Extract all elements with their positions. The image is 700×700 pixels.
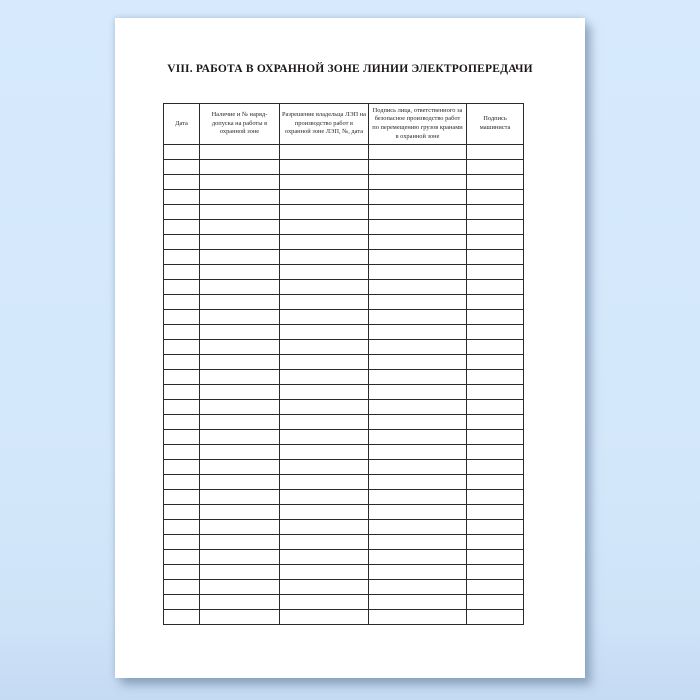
table-cell (280, 325, 369, 340)
table-row (164, 565, 524, 580)
table-cell (369, 430, 467, 445)
table-cell (200, 190, 280, 205)
table-cell (164, 145, 200, 160)
table-cell (467, 475, 524, 490)
table-cell (369, 415, 467, 430)
table-cell (467, 460, 524, 475)
table-cell (467, 520, 524, 535)
table-row (164, 265, 524, 280)
table-row (164, 505, 524, 520)
table-cell (467, 550, 524, 565)
table-cell (164, 265, 200, 280)
table-cell (369, 385, 467, 400)
table-cell (280, 430, 369, 445)
table-cell (467, 160, 524, 175)
table-cell (369, 505, 467, 520)
table-cell (280, 370, 369, 385)
table-cell (164, 190, 200, 205)
table-body (164, 145, 524, 625)
table-cell (369, 520, 467, 535)
table-cell (280, 505, 369, 520)
table-cell (164, 235, 200, 250)
table-cell (200, 325, 280, 340)
table-cell (280, 490, 369, 505)
table-cell (200, 280, 280, 295)
table-cell (164, 535, 200, 550)
table-row (164, 295, 524, 310)
table-cell (164, 505, 200, 520)
table-cell (467, 505, 524, 520)
table-cell (467, 205, 524, 220)
table-cell (164, 280, 200, 295)
table-cell (369, 475, 467, 490)
column-header-date: Дата (164, 104, 200, 145)
table-cell (280, 265, 369, 280)
table-cell (369, 550, 467, 565)
table-cell (200, 580, 280, 595)
table-row (164, 145, 524, 160)
table-cell (369, 250, 467, 265)
table-cell (280, 160, 369, 175)
table-cell (200, 415, 280, 430)
table-cell (200, 175, 280, 190)
table-cell (467, 595, 524, 610)
table-cell (280, 400, 369, 415)
table-cell (467, 610, 524, 625)
table-cell (200, 355, 280, 370)
table-cell (164, 550, 200, 565)
table-row (164, 280, 524, 295)
table-cell (467, 385, 524, 400)
table-row (164, 550, 524, 565)
table-row (164, 370, 524, 385)
table-cell (369, 265, 467, 280)
table-cell (369, 565, 467, 580)
table-row (164, 400, 524, 415)
table-cell (280, 310, 369, 325)
table-cell (369, 295, 467, 310)
table-cell (467, 535, 524, 550)
table-row (164, 340, 524, 355)
table-cell (280, 550, 369, 565)
table-row (164, 325, 524, 340)
table-cell (280, 565, 369, 580)
work-log-table (163, 103, 524, 625)
table-cell (200, 520, 280, 535)
table-cell (200, 340, 280, 355)
table-cell (369, 535, 467, 550)
table-cell (467, 310, 524, 325)
table-row (164, 535, 524, 550)
table-cell (369, 340, 467, 355)
table-cell (280, 595, 369, 610)
table-row (164, 190, 524, 205)
table-cell (280, 355, 369, 370)
table-cell (467, 265, 524, 280)
table-cell (200, 145, 280, 160)
table-cell (369, 220, 467, 235)
column-header-owner-permission: Разрешение владельца ЛЭП на производство работ в охранной зоне ЛЭП, №, дата (280, 104, 369, 145)
table-cell (200, 535, 280, 550)
column-header-permit: Наличие и № наряд-допуска на работы в охранной зоне (200, 104, 280, 145)
table-cell (467, 145, 524, 160)
table-cell (164, 220, 200, 235)
table-row (164, 160, 524, 175)
table-cell (164, 430, 200, 445)
table-row (164, 475, 524, 490)
table-cell (467, 325, 524, 340)
table-cell (369, 145, 467, 160)
table-cell (467, 580, 524, 595)
table-cell (200, 250, 280, 265)
table-cell (369, 160, 467, 175)
table-row (164, 430, 524, 445)
table-cell (200, 445, 280, 460)
table-cell (369, 460, 467, 475)
table-cell (280, 415, 369, 430)
table-cell (164, 250, 200, 265)
table-cell (164, 490, 200, 505)
table-row (164, 460, 524, 475)
table-cell (164, 400, 200, 415)
table-row (164, 490, 524, 505)
table-cell (200, 430, 280, 445)
table-cell (369, 235, 467, 250)
table-cell (200, 475, 280, 490)
table-cell (164, 355, 200, 370)
table-cell (164, 325, 200, 340)
table-cell (467, 400, 524, 415)
table-cell (200, 505, 280, 520)
table-cell (280, 220, 369, 235)
table-cell (280, 190, 369, 205)
table-row (164, 175, 524, 190)
table-cell (200, 205, 280, 220)
table-cell (200, 550, 280, 565)
table-cell (164, 610, 200, 625)
table-cell (369, 595, 467, 610)
table-cell (369, 370, 467, 385)
table-cell (467, 430, 524, 445)
table-cell (369, 175, 467, 190)
document-title: VIII. РАБОТА В ОХРАННОЙ ЗОНЕ ЛИНИИ ЭЛЕКТРОПЕРЕДАЧИ (167, 63, 533, 75)
table-cell (200, 295, 280, 310)
table-cell (164, 445, 200, 460)
table-cell (280, 175, 369, 190)
table-cell (467, 445, 524, 460)
table-row (164, 355, 524, 370)
table-row (164, 385, 524, 400)
table-cell (164, 460, 200, 475)
table-cell (280, 295, 369, 310)
table-cell (280, 445, 369, 460)
table-cell (280, 235, 369, 250)
table-row (164, 310, 524, 325)
table-cell (369, 355, 467, 370)
table-row (164, 220, 524, 235)
table-cell (200, 595, 280, 610)
table-cell (467, 175, 524, 190)
table-row (164, 250, 524, 265)
table-cell (467, 220, 524, 235)
paper-sheet (115, 18, 585, 678)
table-cell (164, 475, 200, 490)
column-header-operator-signature: Подпись машиниста (467, 104, 524, 145)
table-cell (200, 310, 280, 325)
table-cell (200, 565, 280, 580)
table-row (164, 595, 524, 610)
table-cell (369, 190, 467, 205)
table-row (164, 445, 524, 460)
table-cell (369, 610, 467, 625)
table-cell (369, 400, 467, 415)
table-cell (369, 490, 467, 505)
table-cell (200, 265, 280, 280)
table-cell (164, 370, 200, 385)
table-cell (280, 340, 369, 355)
table-cell (164, 415, 200, 430)
table-cell (164, 565, 200, 580)
table-cell (467, 190, 524, 205)
table-cell (200, 385, 280, 400)
table-cell (467, 565, 524, 580)
column-header-responsible-signature: Подпись лица, ответственного за безопасное производство работ по перемещению грузов кранами в охранной зоне (369, 104, 467, 145)
table-cell (200, 460, 280, 475)
table-cell (164, 160, 200, 175)
table-cell (280, 520, 369, 535)
table-cell (164, 520, 200, 535)
table-cell (200, 490, 280, 505)
table-cell (280, 475, 369, 490)
table-cell (369, 445, 467, 460)
table-cell (200, 610, 280, 625)
table-cell (280, 535, 369, 550)
table-cell (280, 385, 369, 400)
table-cell (200, 400, 280, 415)
table-cell (467, 280, 524, 295)
table-cell (200, 220, 280, 235)
table-row (164, 205, 524, 220)
table-cell (280, 280, 369, 295)
table-cell (467, 295, 524, 310)
table-row (164, 580, 524, 595)
table-cell (200, 160, 280, 175)
table-cell (467, 340, 524, 355)
table-cell (280, 610, 369, 625)
table-cell (280, 580, 369, 595)
table-cell (164, 385, 200, 400)
table-cell (467, 235, 524, 250)
table-cell (369, 280, 467, 295)
table-row (164, 610, 524, 625)
table-cell (467, 355, 524, 370)
table-header-row (164, 104, 524, 145)
table-cell (164, 205, 200, 220)
table-cell (164, 295, 200, 310)
table-row (164, 520, 524, 535)
table-cell (467, 490, 524, 505)
table-cell (467, 370, 524, 385)
table-cell (369, 310, 467, 325)
table-header (164, 104, 524, 145)
table-cell (280, 205, 369, 220)
table-cell (164, 340, 200, 355)
table-cell (164, 310, 200, 325)
table-cell (369, 580, 467, 595)
table-cell (164, 175, 200, 190)
table-cell (164, 595, 200, 610)
table-row (164, 235, 524, 250)
table-cell (280, 145, 369, 160)
table-cell (164, 580, 200, 595)
table-cell (467, 250, 524, 265)
table-cell (467, 415, 524, 430)
table-row (164, 415, 524, 430)
table-cell (200, 235, 280, 250)
table-cell (200, 370, 280, 385)
table-cell (369, 205, 467, 220)
table-cell (369, 325, 467, 340)
table-cell (280, 250, 369, 265)
table-cell (280, 460, 369, 475)
